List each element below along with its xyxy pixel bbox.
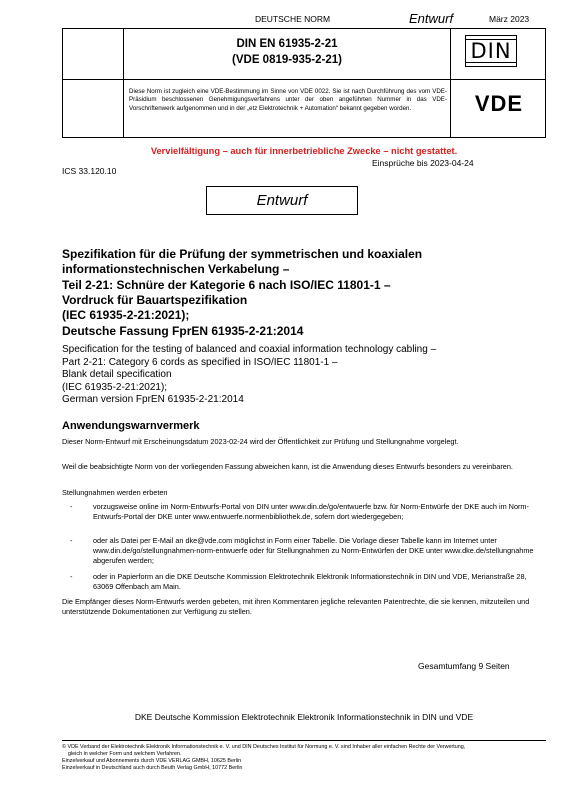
warning-paragraph: Die Empfänger dieses Norm-Entwurfs werden gebeten, mit ihren Kommentaren jegliche relevanten Patentrechte, die sie kennen, mitzuteilen und unterstützende Dokumentationen zur Verfügung zu stellen. [62,597,530,617]
list-item-text: vorzugsweise online im Norm-Entwurfs-Portal von DIN unter www.din.de/go/entwuerfe bzw. für Norm-Entwürfe der DKE auch im Norm-Entwurfs-Portal der DKE unter www.entwuerfe.normenbibliothek.de, sofern dort wiedergegeben; [93,502,529,522]
publication-date: März 2023 [489,14,530,24]
ics-code: ICS 33.120.10 [62,166,117,176]
title-de-line: Spezifikation für die Prüfung der symmetrischen und koaxialen [62,247,423,261]
title-en-line: Part 2-21: Category 6 cords as specified in ISO/IEC 11801-1 – [62,356,338,368]
title-de-line: informationstechnischen Verkabelung – [62,262,290,277]
list-item [62,572,546,592]
footnote-line: gleich in welcher Form und welchem Verfahren. [62,751,182,758]
warning-paragraph: Stellungnahmen werden erbeten [62,488,168,497]
list-dash: - [70,536,73,545]
document-title-german [62,247,546,339]
draft-status-label: Entwurf [409,11,454,26]
copy-restriction-warning: Vervielfältigung – auch für innerbetriebliche Zwecke – nicht gestattet. [150,146,458,156]
list-item-text: oder als Datei per E-Mail an dke@vde.com möglichst in Form einer Tabelle. Die Vorlage dieser Tabelle kann im Internet unter www.din.de/go/stellungnahmen-norm-entwuerfe oder für Stellungnahmen zu Norm-Entwürfen der DKE unter www.dke.de/stellungnahme abgerufen werden; [93,536,534,566]
list-item [62,536,546,567]
vde-logo: VDE [474,91,524,116]
din-logo-text: DIN [470,39,512,63]
title-de-line: Deutsche Fassung FprEN 61935-2-21:2014 [62,323,304,338]
total-pages: Gesamtumfang 9 Seiten [418,661,510,671]
application-warning-heading: Anwendungswarnvermerk [62,420,200,432]
title-en-line: Specification for the testing of balanced and coaxial information technology cabling – [62,344,437,355]
list-item-text: oder in Papierform an die DKE Deutsche Kommission Elektrotechnik Elektronik Informationstechnik in DIN und VDE, Merianstraße 28, 63069 Offenbach am Main. [93,572,527,592]
dke-committee-line: DKE Deutsche Kommission Elektrotechnik Elektronik Informationstechnik in DIN und VDE [134,712,474,722]
title-de-line: Vordruck für Bauartspezifikation [62,293,248,308]
norm-type-label: DEUTSCHE NORM [255,14,331,24]
footnote-line: Einzelverkauf und Abonnements durch VDE VERLAG GMBH, 10625 Berlin [62,758,242,765]
footnote-line: Einzelverkauf in Deutschland auch durch Beuth Verlag GmbH, 10772 Berlin [62,765,243,772]
title-de-line: Teil 2-21: Schnüre der Kategorie 6 nach ISO/IEC 11801-1 – [62,277,391,292]
din-logo [465,35,517,67]
footer-divider [62,740,546,741]
list-dash: - [70,572,73,581]
objections-deadline: Einsprüche bis 2023-04-24 [372,158,474,168]
list-item [62,502,546,522]
title-en-line: (IEC 61935-2-21:2021); [62,381,168,393]
list-dash: - [70,502,73,511]
warning-paragraph: Dieser Norm-Entwurf mit Erscheinungsdatum 2023-02-24 wird der Öffentlichkeit zur Prüfung und Stellungnahme vorgelegt. [62,437,459,446]
standard-number: DIN EN 61935-2-21 [236,38,338,50]
draft-stamp-box: Entwurf [206,186,358,215]
copyright-footnotes [62,744,552,772]
title-de-line: (IEC 61935-2-21:2021); [62,308,190,323]
document-title-english [62,344,546,407]
title-en-line: Blank detail specification [62,369,172,380]
warning-paragraph: Weil die beabsichtigte Norm von der vorliegenden Fassung abweichen kann, ist die Anwendung dieses Entwurfs besonders zu vereinbaren. [62,462,513,471]
vde-regulation-note: Diese Norm ist zugleich eine VDE-Bestimmung im Sinne von VDE 0022. Sie ist nach Durchführung des vom VDE-Präsidium beschlossenen Genehmigungsverfahrens unter der oben angeführten Nummer in das VDE-Vorschriftenwerk aufgenommen und in der „etz Elektrotechnik + Automation“ bekannt gegeben worden. [129,88,447,112]
title-en-line: German version FprEN 61935-2-21:2014 [62,394,244,405]
footnote-line: © VDE Verband der Elektrotechnik Elektronik Informationstechnik e. V. und DIN Deutsches Institut für Normung e. V. sind Inhaber aller einfachen Rechte der Verwertung, [62,744,466,750]
vde-classification-number: (VDE 0819-935-2-21) [232,54,342,66]
title-box [62,28,546,138]
